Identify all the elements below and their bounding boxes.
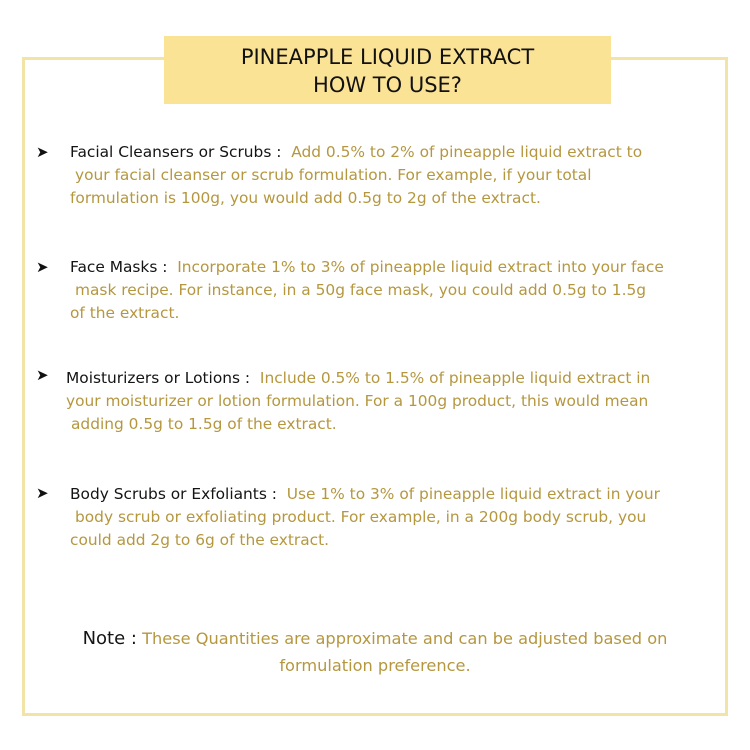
usage-item-text: Use 1% to 3% of pineapple liquid extract in your [286, 485, 660, 503]
page-title: PINEAPPLE LIQUID EXTRACT [240, 45, 535, 69]
usage-item-text: Incorporate 1% to 3% of pineapple liquid extract into your face [177, 258, 664, 276]
note-first-line [36, 625, 714, 652]
page-subtitle: HOW TO USE? [313, 73, 462, 97]
note-block [36, 625, 714, 679]
usage-item-first-line [70, 256, 664, 279]
usage-item-text: body scrub or exfoliating product. For example, in a 200g body scrub, you [75, 508, 647, 526]
usage-item-facial-cleansers [70, 141, 642, 210]
usage-item-heading: Facial Cleansers or Scrubs : [70, 143, 282, 161]
note-text: formulation preference. [279, 656, 471, 675]
arrowhead-bullet-icon: ➤ [36, 258, 49, 276]
usage-item-text: mask recipe. For instance, in a 50g face mask, you could add 0.5g to 1.5g [75, 281, 647, 299]
usage-item-first-line [70, 483, 660, 506]
usage-item-text: your moisturizer or lotion formulation. For a 100g product, this would mean [66, 392, 649, 410]
note-text: These Quantities are approximate and can be adjusted based on [142, 629, 668, 648]
usage-item-heading: Face Masks : [70, 258, 168, 276]
usage-item-text: could add 2g to 6g of the extract. [70, 531, 330, 549]
usage-item-text: Add 0.5% to 2% of pineapple liquid extract to [291, 143, 643, 161]
arrowhead-bullet-icon: ➤ [36, 143, 49, 161]
arrowhead-bullet-icon: ➤ [36, 366, 49, 384]
usage-item-first-line [70, 141, 642, 164]
usage-item-text: adding 0.5g to 1.5g of the extract. [71, 415, 337, 433]
usage-item-text: Include 0.5% to 1.5% of pineapple liquid extract in [259, 369, 651, 387]
usage-item-text: your facial cleanser or scrub formulation. For example, if your total [75, 166, 592, 184]
note-label: Note : [82, 628, 137, 649]
usage-item-heading: Body Scrubs or Exfoliants : [70, 485, 277, 503]
usage-item-face-masks [70, 256, 664, 325]
usage-item-heading: Moisturizers or Lotions : [66, 369, 251, 387]
usage-item-first-line [66, 367, 650, 390]
usage-item-body-scrubs [70, 483, 660, 552]
usage-item-text: of the extract. [70, 304, 180, 322]
usage-item-text: formulation is 100g, you would add 0.5g to 2g of the extract. [70, 189, 541, 207]
usage-item-moisturizers [66, 367, 650, 436]
title-banner [164, 36, 611, 104]
arrowhead-bullet-icon: ➤ [36, 484, 49, 502]
